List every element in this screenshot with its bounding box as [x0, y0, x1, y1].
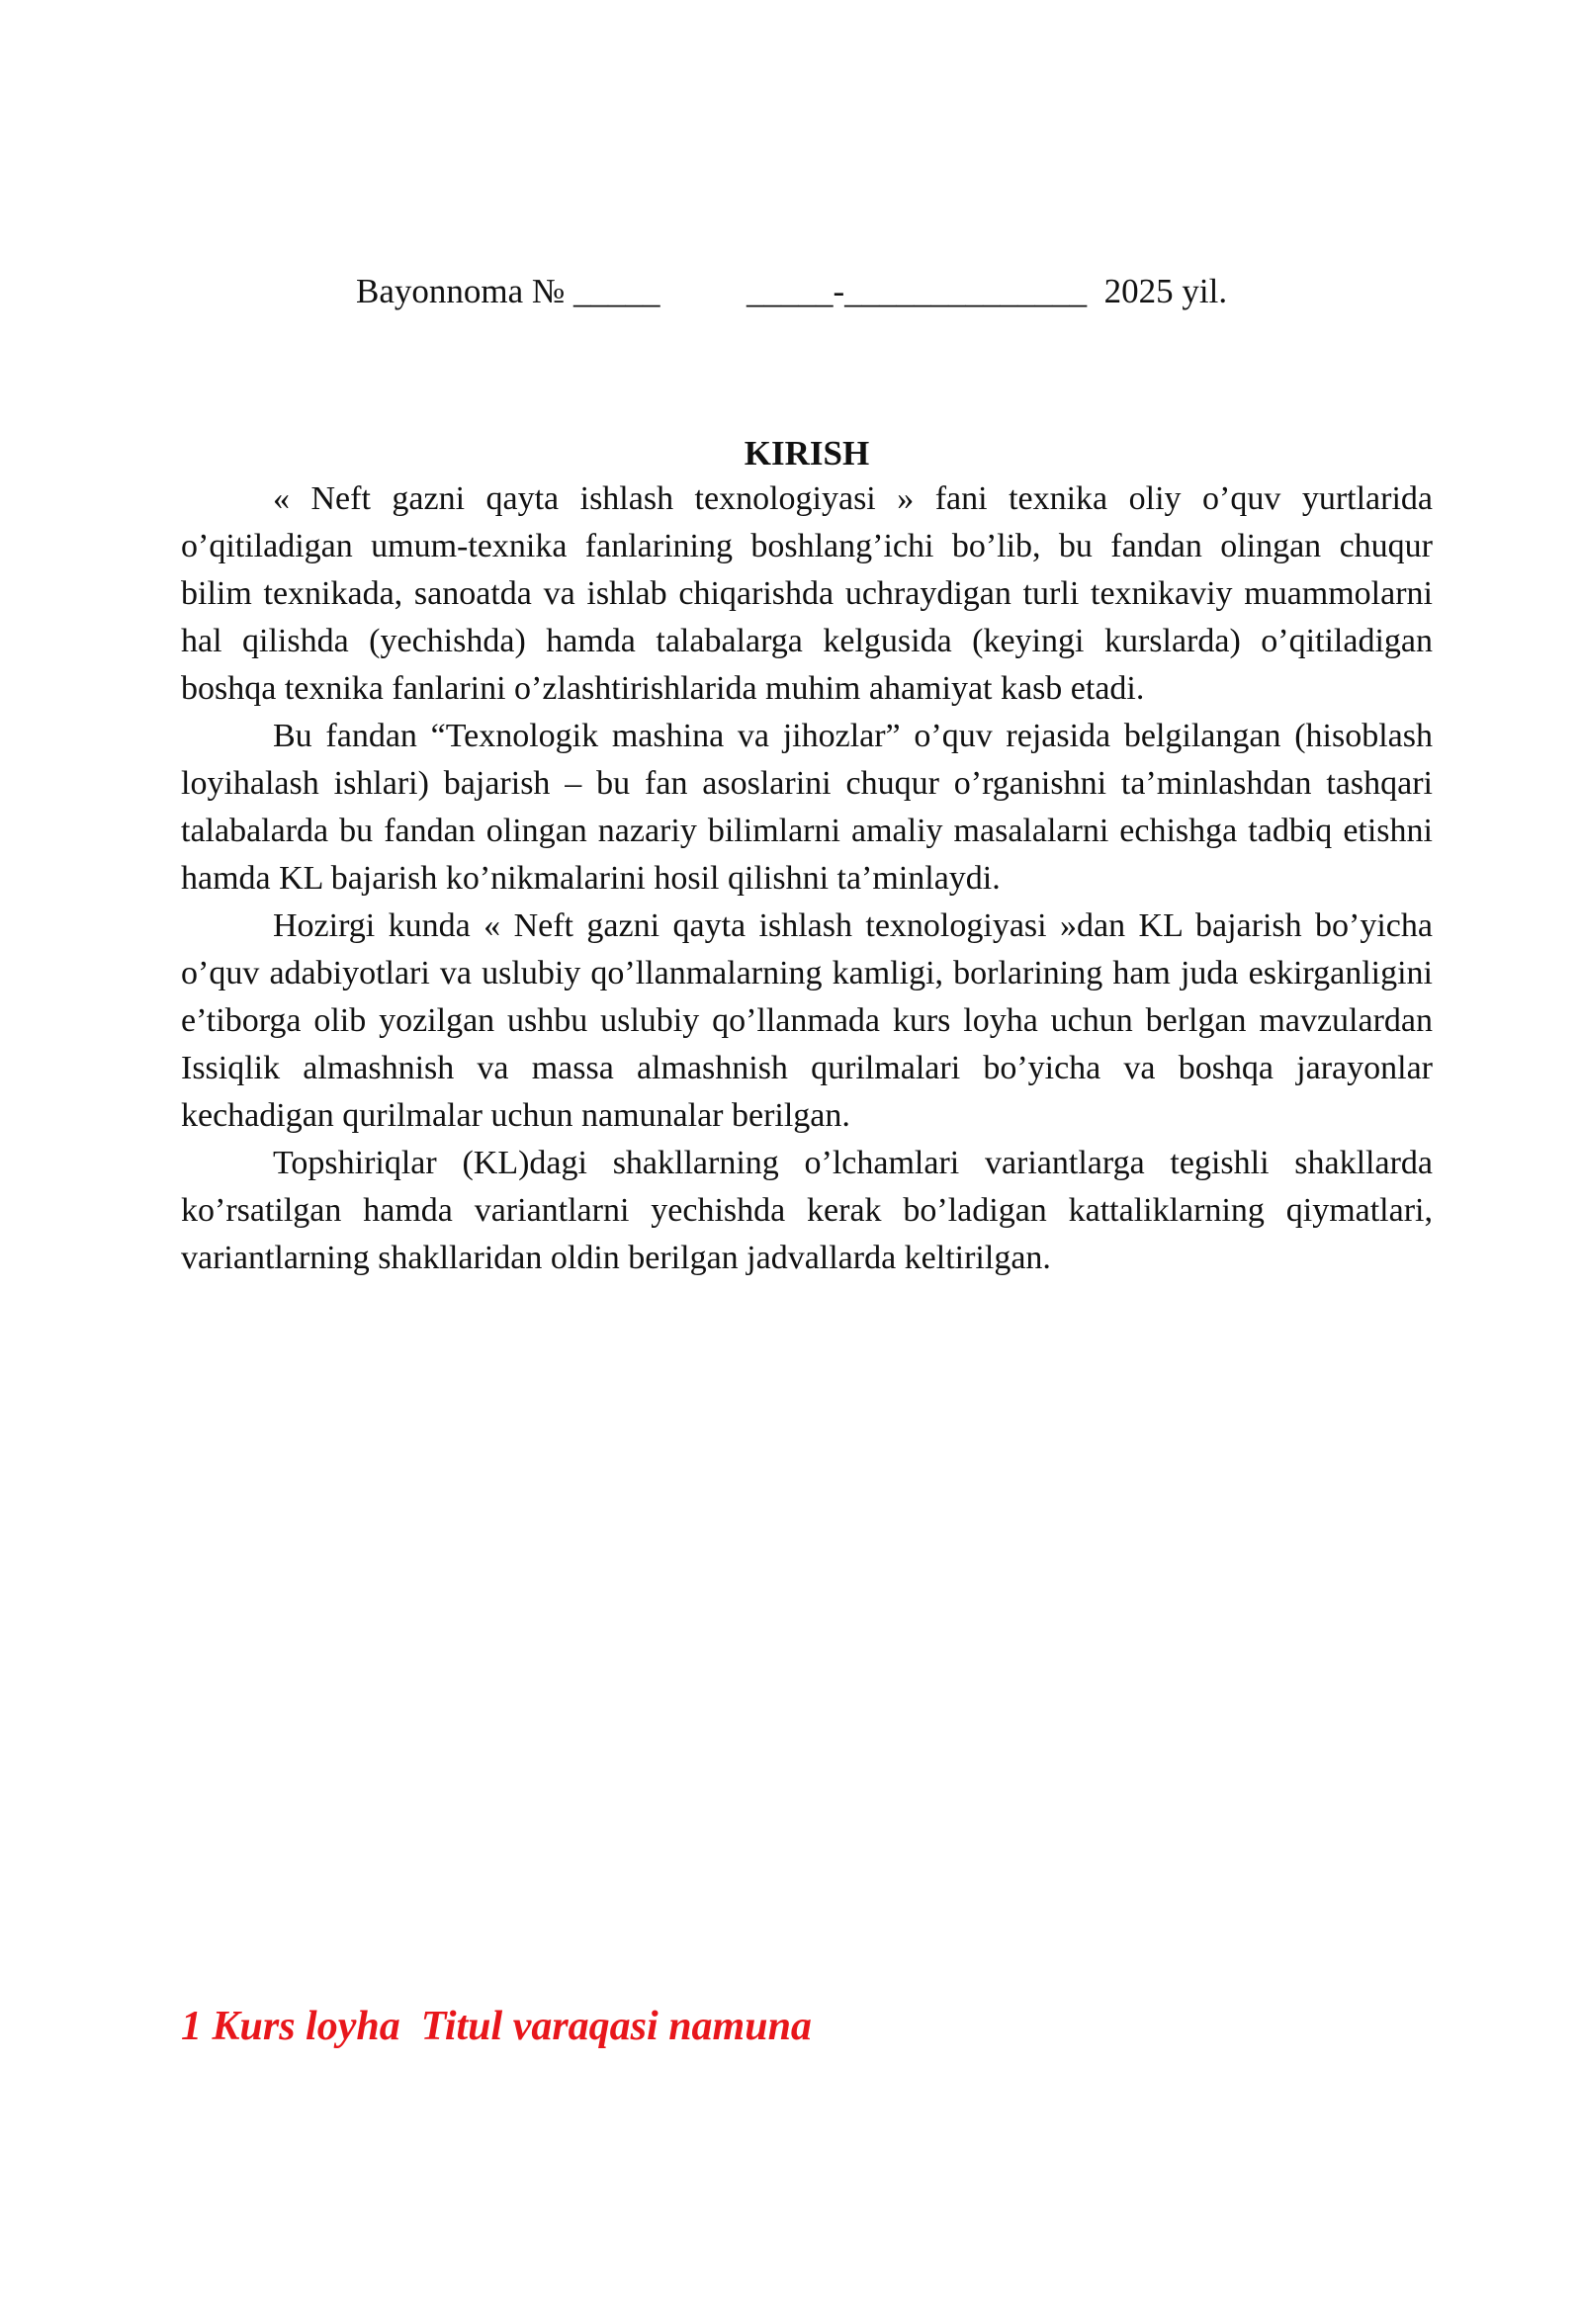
intro-paragraph-4: Topshiriqlar (KL)dagi shakllarning o’lchamlari variantlarga tegishli shakllarda ko’rsatilgan hamda variantlarni yechishda kerak bo’ladigan kattaliklarning qiymatlari, variantlarning shakllaridan oldin berilgan jadvallarda keltirilgan.	[181, 1145, 1433, 1276]
intro-paragraph-1: « Neft gazni qayta ishlash texnologiyasi » fani texnika oliy o’quv yurtlarida o’qitiladigan umum-texnika fanlarining boshlang’ichi bo’lib, bu fandan olingan chuqur bilim texnikada, sanoatda va ishlab chiqarishda uchraydigan turli texnikaviy muammolarni hal qilishda (yechishda) hamda talabalarga kelgusida (keyingi kurslarda) o’qitiladigan boshqa texnika fanlarini o’zlashtirishlarida muhim ahamiyat kasb etadi.	[181, 480, 1433, 707]
intro-paragraph-2: Bu fandan “Texnologik mashina va jihozlar” o’quv rejasida belgilangan (hisoblash loyihalash ishlari) bajarish – bu fan asoslarini chuqur o’rganishni ta’minlashdan tashqari talabalarda bu fandan olingan nazariy bilimlarni amaliy masalalarni echishga tadbiq etishni hamda KL bajarish ko’nikmalarini hosil qilishni ta’minlaydi.	[181, 718, 1433, 897]
intro-section	[181, 432, 1433, 1282]
intro-paragraph-3: Hozirgi kunda « Neft gazni qayta ishlash texnologiyasi »dan KL bajarish bo’yicha o’quv adabiyotlari va uslubiy qo’llanmalarning kamligi, borlarining ham juda eskirganligini e’tiborga olib yozilgan ushbu uslubiy qo’llanmada kurs loyha uchun berlgan mavzulardan Issiqlik almashnish va massa almashnish qurilmalari bo’yicha va boshqa jarayonlar kechadigan qurilmalar uchun namunalar berilgan.	[181, 907, 1433, 1134]
section-heading: 1 Kurs loyha Titul varaqasi namuna	[181, 2004, 812, 2049]
intro-title: KIRISH	[744, 434, 870, 473]
protocol-line: Bayonnoma № _____ _____-______________ 2025 yil.	[356, 272, 1228, 310]
